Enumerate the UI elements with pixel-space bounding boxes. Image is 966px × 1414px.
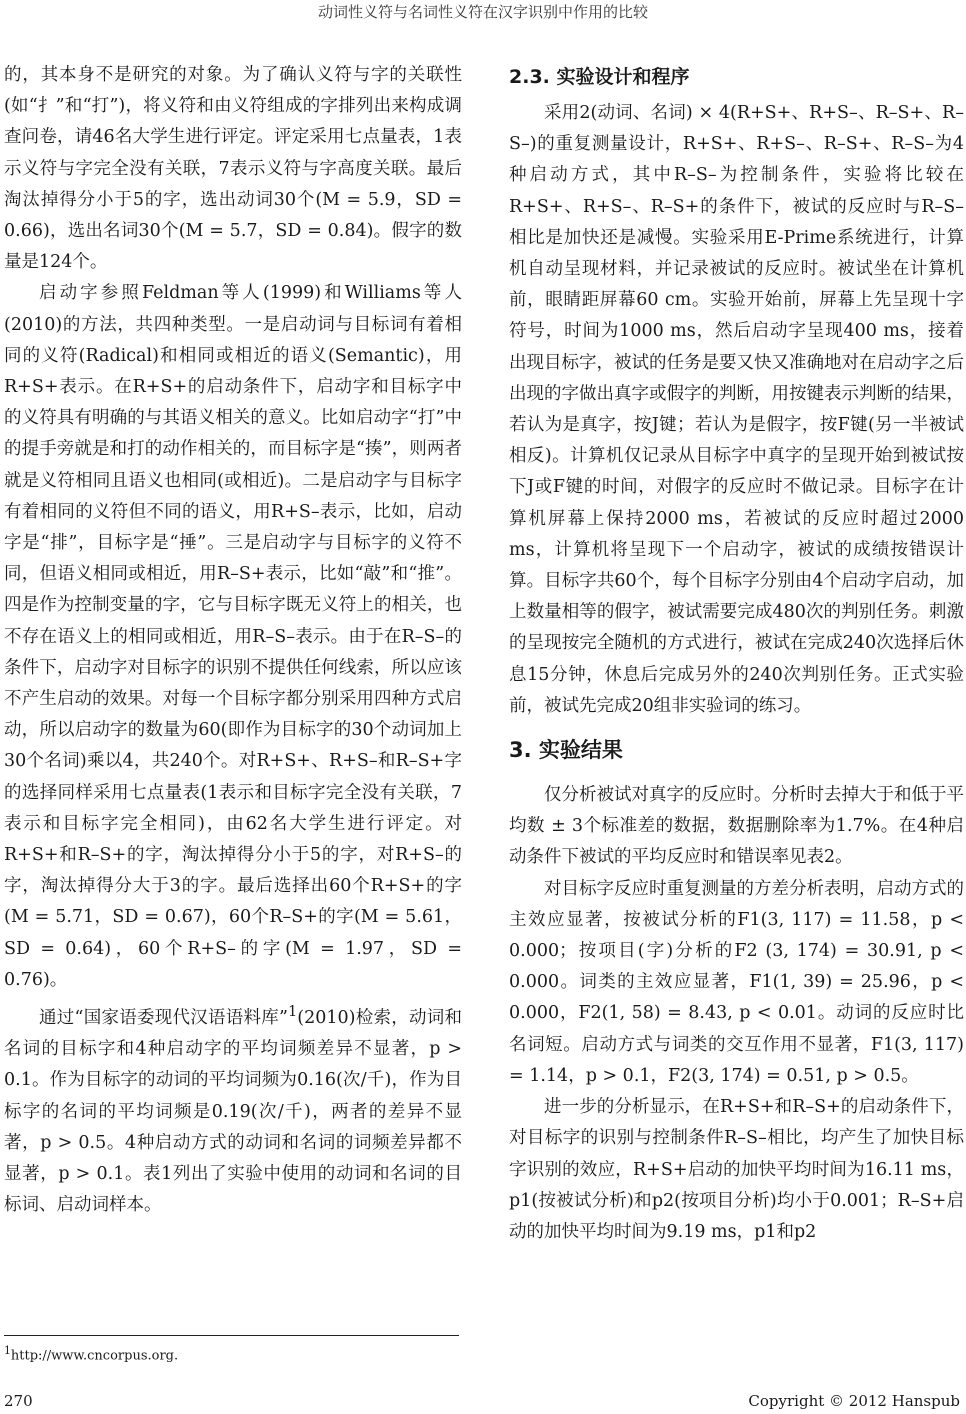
paragraph: 进一步的分析显示，在R+S+和R–S+的启动条件下，对目标字的识别与控制条件R–S–相比，均产生了加快目标字识别的效应，R+S+启动的加快平均时间为16.11 ms，p1(按被试分析)和p2(按项目分析)均小于0.001；R–S+启动的加快平均时间为9.19 ms，p1和p2	[509, 1097, 964, 1242]
paragraph: 的，其本身不是研究的对象。为了确认义符与字的关联性(如“扌”和“打”)，将义符和由义符组成的字排列出来构成调查问卷，请46名大学生进行评定。评定采用七点量表，1表示义符与字完全没有关联，7表示义符与字高度关联。最后淘汰掉得分小于5的字，选出动词30个(M = 5.9，SD = 0.66)，选出名词30个(M = 5.7，SD = 0.84)。假字的数量是124个。	[4, 65, 462, 273]
footnote	[4, 1342, 178, 1365]
footnote-divider	[4, 1335, 459, 1336]
footnote-mark: 1	[4, 1344, 11, 1357]
paragraph: 采用2(动词、名词) × 4(R+S+、R+S–、R–S+、R–S–)的重复测量设计，R+S+、R+S–、R–S+、R–S–为4种启动方式，其中R–S–为控制条件，实验将比较在R+S+、R+S–、R–S+的条件下，被试的反应时与R–S–相比是加快还是减慢。实验采用E-Prime系统进行，计算机自动呈现材料，并记录被试的反应时。被试坐在计算机前，眼睛距屏幕60 cm。实验开始前，屏幕上先呈现十字符号，时间为1000 ms，然后启动字呈现400 ms，接着出现目标字，被试的任务是要又快又准确地对在启动字之后出现的字做出真字或假字的判断，用按键表示判断的结果，若认为是真字，按J键；若认为是假字，按F键(另一半被试相反)。计算机仅记录从目标字中真字的呈现开始到被试按下J或F键的时间，对假字的反应时不做记录。目标字在计算机屏幕上保持2000 ms，若被试的反应时超过2000 ms，计算机将呈现下一个启动字，被试的成绩按错误计算。目标字共60个，每个目标字分别由4个启动字启动，加上数量相等的假字，被试需要完成480次的判别任务。刺激的呈现按完全随机的方式进行，被试在完成240次选择后休息15分钟，休息后完成另外的240次判别任务。正式实验前，被试先完成20组非实验词的练习。	[509, 103, 964, 716]
section-heading: 3. 实验结果	[509, 738, 623, 763]
right-column	[509, 60, 964, 1248]
section-heading: 2.3. 实验设计和程序	[509, 66, 690, 88]
paragraph-text: 通过“国家语委现代汉语语料库”	[39, 1007, 288, 1028]
page-number: 270	[4, 1392, 33, 1410]
footnote-url[interactable]: http://www.cncorpus.org.	[10, 1348, 179, 1364]
running-header: 动词性义符与名词性义符在汉字识别中作用的比较	[317, 3, 648, 21]
paragraph: 启动字参照Feldman等人(1999)和Williams等人(2010)的方法，共四种类型。一是启动词与目标词有着相同的义符(Radical)和相同或相近的语义(Semantic)，用R+S+表示。在R+S+的启动条件下，启动字和目标字中的义符具有明确的与其语义相关的意义。比如启动字“打”中的提手旁就是和打的动作相关的，而目标字是“揍”，则两者就是义符相同且语义也相同(或相近)。二是启动字与目标字有着相同的义符但不同的语义，用R+S–表示，比如，启动字是“排”，目标字是“捶”。三是启动字与目标字的义符不同，但语义相同或相近，用R–S+表示，比如“敲”和“推”。四是作为控制变量的字，它与目标字既无义符上的相关，也不存在语义上的相同或相近，用R–S–表示。由于在R–S–的条件下，启动字对目标字的识别不提供任何线索，所以应该不产生启动的效果。对每一个目标字都分别采用四种方式启动，所以启动字的数量为60(即作为目标字的30个动词加上30个名词)乘以4，共240个。对R+S+、R+S–和R–S+字的选择同样采用七点量表(1表示和目标字完全没有关联，7表示和目标字完全相同)，由62名大学生进行评定。对R+S+和R–S+的字，淘汰掉得分小于5的字，对R+S–的字，淘汰掉得分大于3的字。最后选择出60个R+S+的字(M = 5.71，SD = 0.67)，60个R–S+的字(M = 5.61，SD = 0.64)，60个R+S–的字(M = 1.97，SD = 0.76)。	[4, 283, 462, 990]
left-column	[4, 60, 462, 1221]
paragraph: 仅分析被试对真字的反应时。分析时去掉大于和低于平均数 ± 3个标准差的数据，数据删除率为1.7%。在4种启动条件下被试的平均反应时和错误率见表2。	[509, 785, 964, 868]
paragraph-text: (2010)检索，动词和名词的目标字和4种启动字的平均词频差异不显著，p > 0.1。作为目标字的动词的平均词频为0.16(次/千)，作为目标字的名词的平均词频是0.19(次/千)，两者的差异不显著，p > 0.5。4种启动方式的动词和名词的词频差异都不显著，p > 0.1。表1列出了实验中使用的动词和名词的目标词、启动词样本。	[4, 1007, 462, 1216]
footnote-ref[interactable]: 1	[287, 1003, 298, 1021]
paragraph	[4, 996, 462, 1221]
copyright-notice: Copyright © 2012 Hanspub	[748, 1392, 960, 1410]
paragraph: 对目标字反应时重复测量的方差分析表明，启动方式的主效应显著，按被试分析的F1(3, 117) = 11.58，p < 0.000；按项目(字)分析的F2 (3, 174) = 30.91, p < 0.000。词类的主效应显著，F1(1, 39) = 25.96，p < 0.000，F2(1, 58) = 8.43, p < 0.01。动词的反应时比名词短。启动方式与词类的交互作用不显著，F1(3, 117) = 1.14，p > 0.1，F2(3, 174) = 0.51, p > 0.5。	[509, 878, 964, 1086]
